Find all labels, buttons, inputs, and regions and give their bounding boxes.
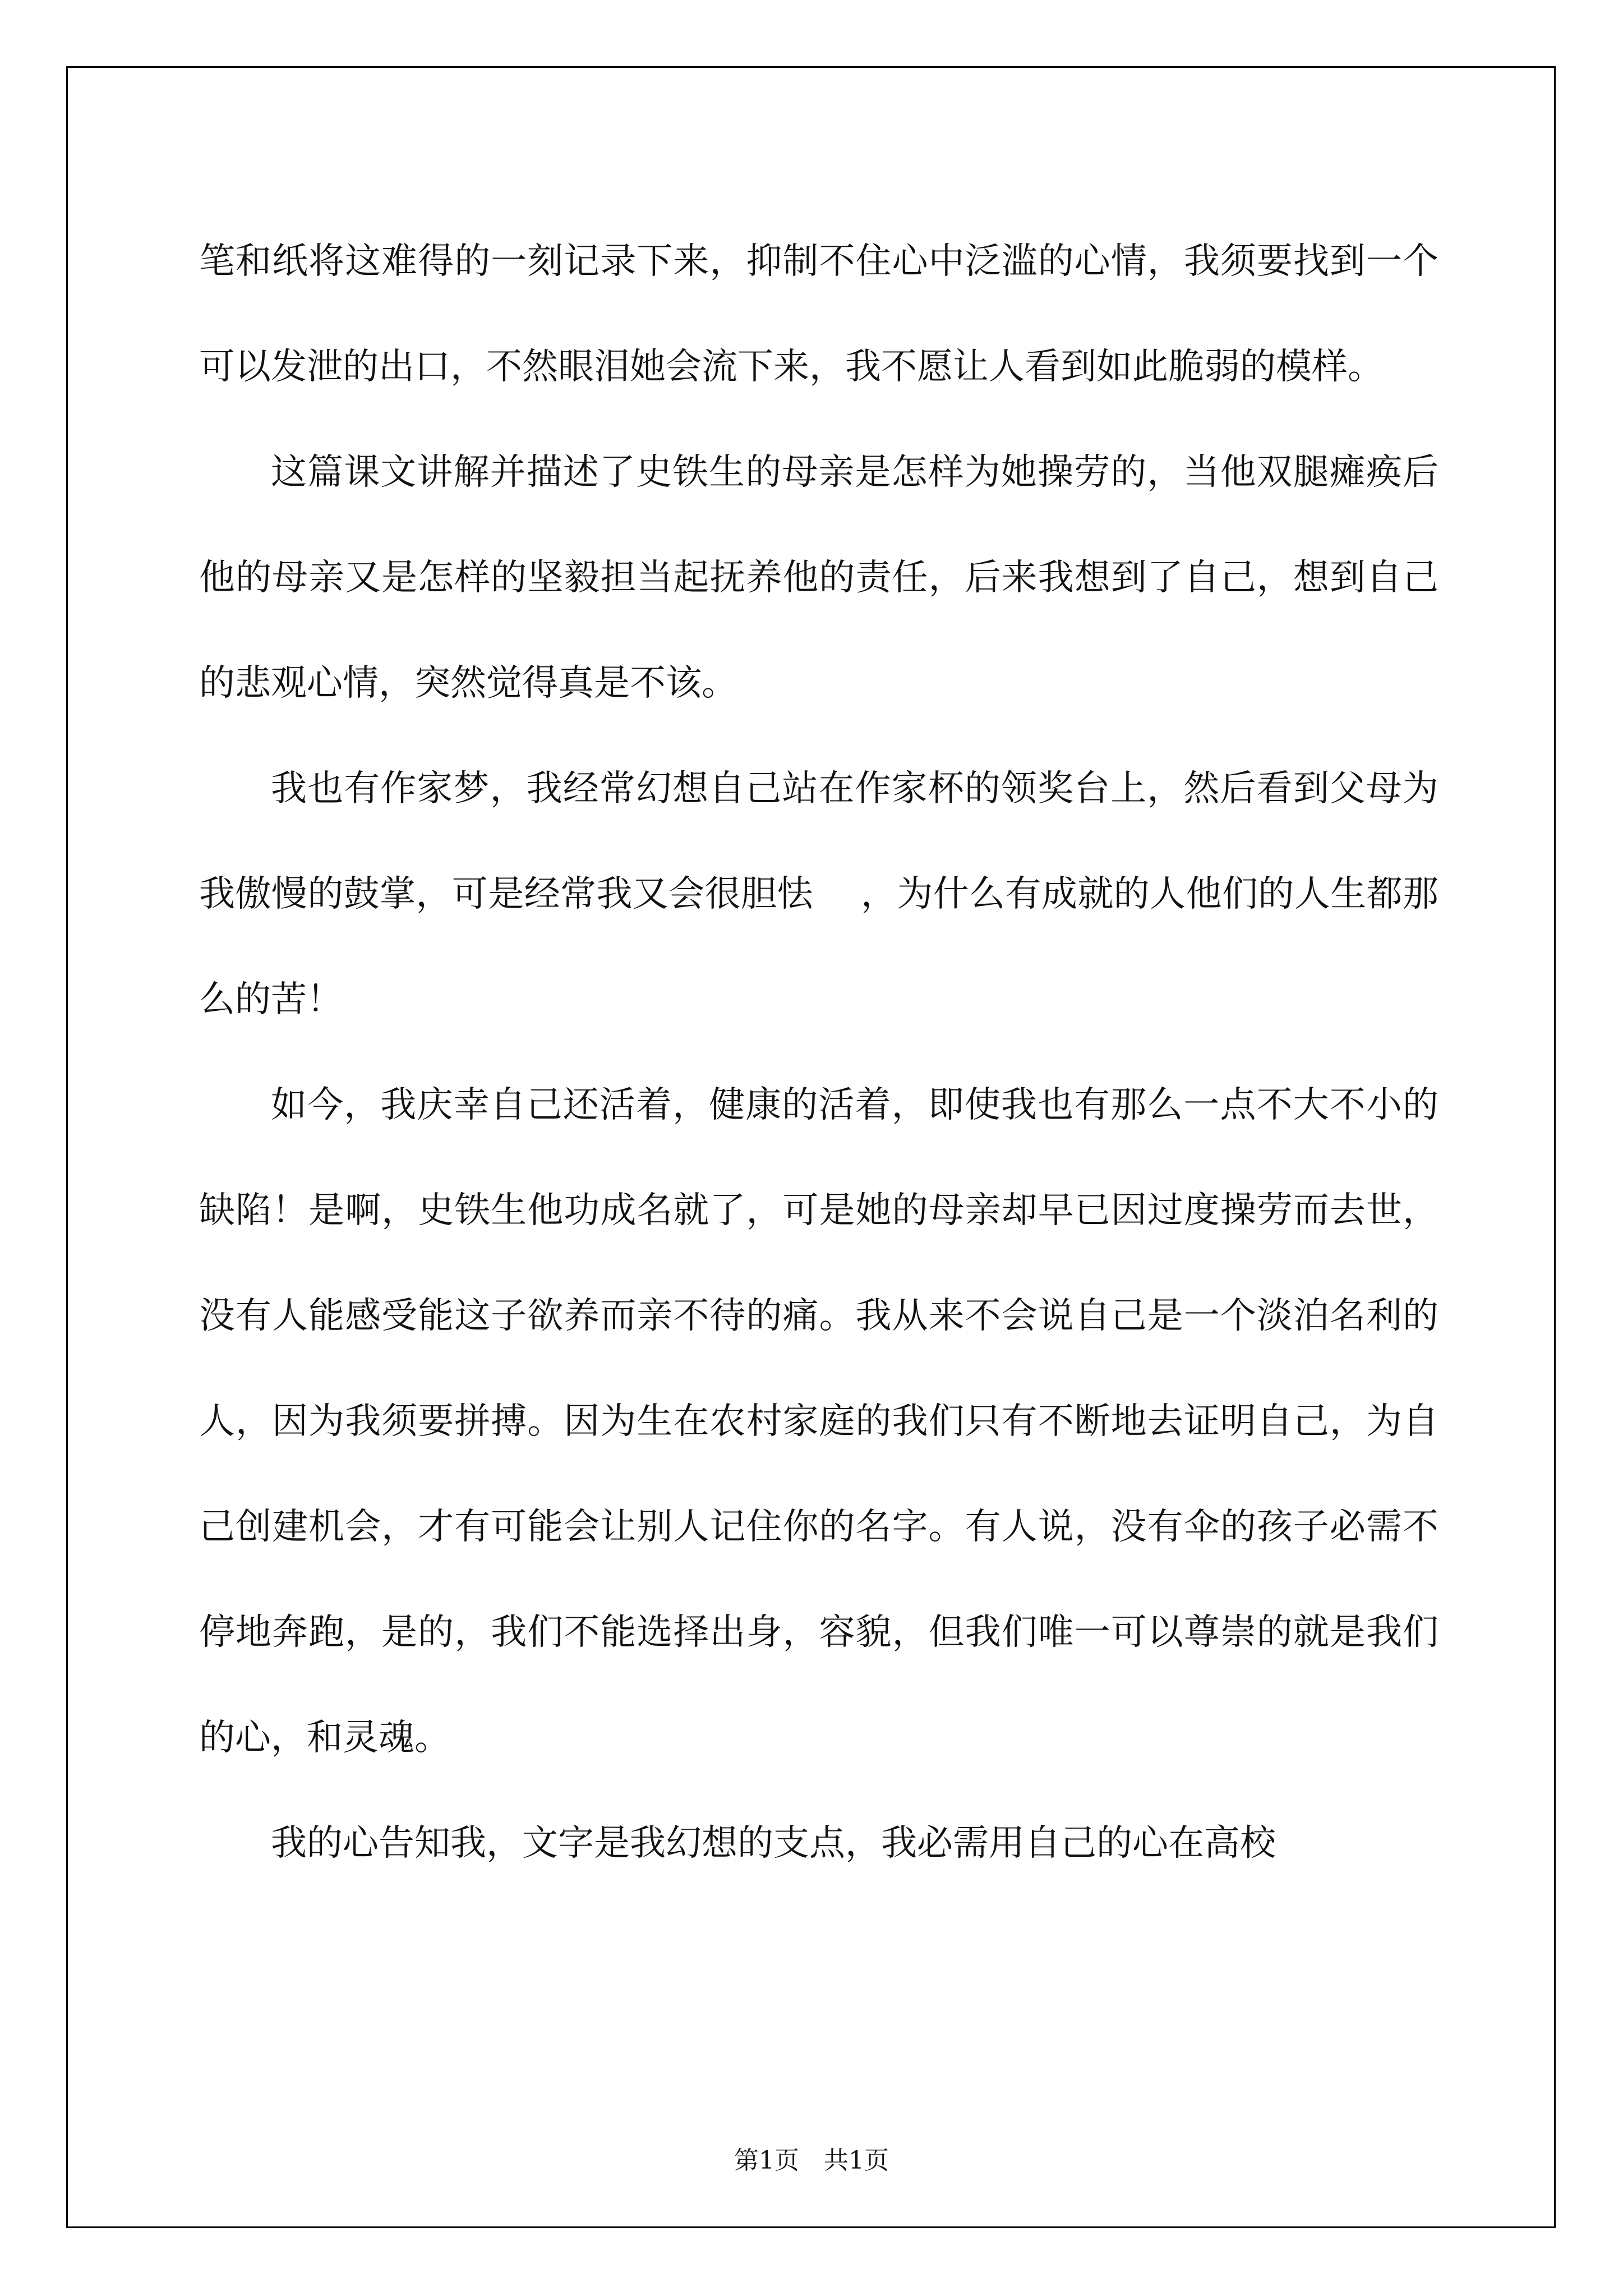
document-body xyxy=(199,209,1438,1896)
paragraph-4: 如今，我庆幸自己还活着，健康的活着，即使我也有那么一点不大不小的缺陷！是啊，史铁生他功成名就了，可是她的母亲却早已因过度操劳而去世，没有人能感受能这子欲养而亲不待的痛。我从来不会说自己是一个淡泊名利的人，因为我须要拼搏。因为生在农村家庭的我们只有不断地去证明自己，为自己创建机会，才有可能会让别人记住你的名字。有人说，没有伞的孩子必需不停地奔跑，是的，我们不能选择出身，容貌，但我们唯一可以尊崇的就是我们的心，和灵魂。 xyxy=(199,1084,1438,1759)
page-number-footer: 第1页 共1页 xyxy=(734,2146,889,2175)
paragraph-3: 我也有作家梦，我经常幻想自己站在作家杯的领奖台上，然后看到父母为我傲慢的鼓掌，可是经常我又会很胆怯 ，为什么有成就的人他们的人生都那么的苦！ xyxy=(199,768,1438,1020)
paragraph-2: 这篇课文讲解并描述了史铁生的母亲是怎样为她操劳的，当他双腿瘫痪后他的母亲又是怎样的坚毅担当起抚养他的责任，后来我想到了自己，想到自己的悲观心情，突然觉得真是不该。 xyxy=(199,452,1438,704)
paragraph-5: 我的心告知我，文字是我幻想的支点，我必需用自己的心在高校 xyxy=(271,1823,1276,1864)
paragraph-1: 笔和纸将这难得的一刻记录下来，抑制不住心中泛滥的心情，我须要找到一个可以发泄的出口，不然眼泪她会流下来，我不愿让人看到如此脆弱的模样。 xyxy=(199,241,1438,388)
